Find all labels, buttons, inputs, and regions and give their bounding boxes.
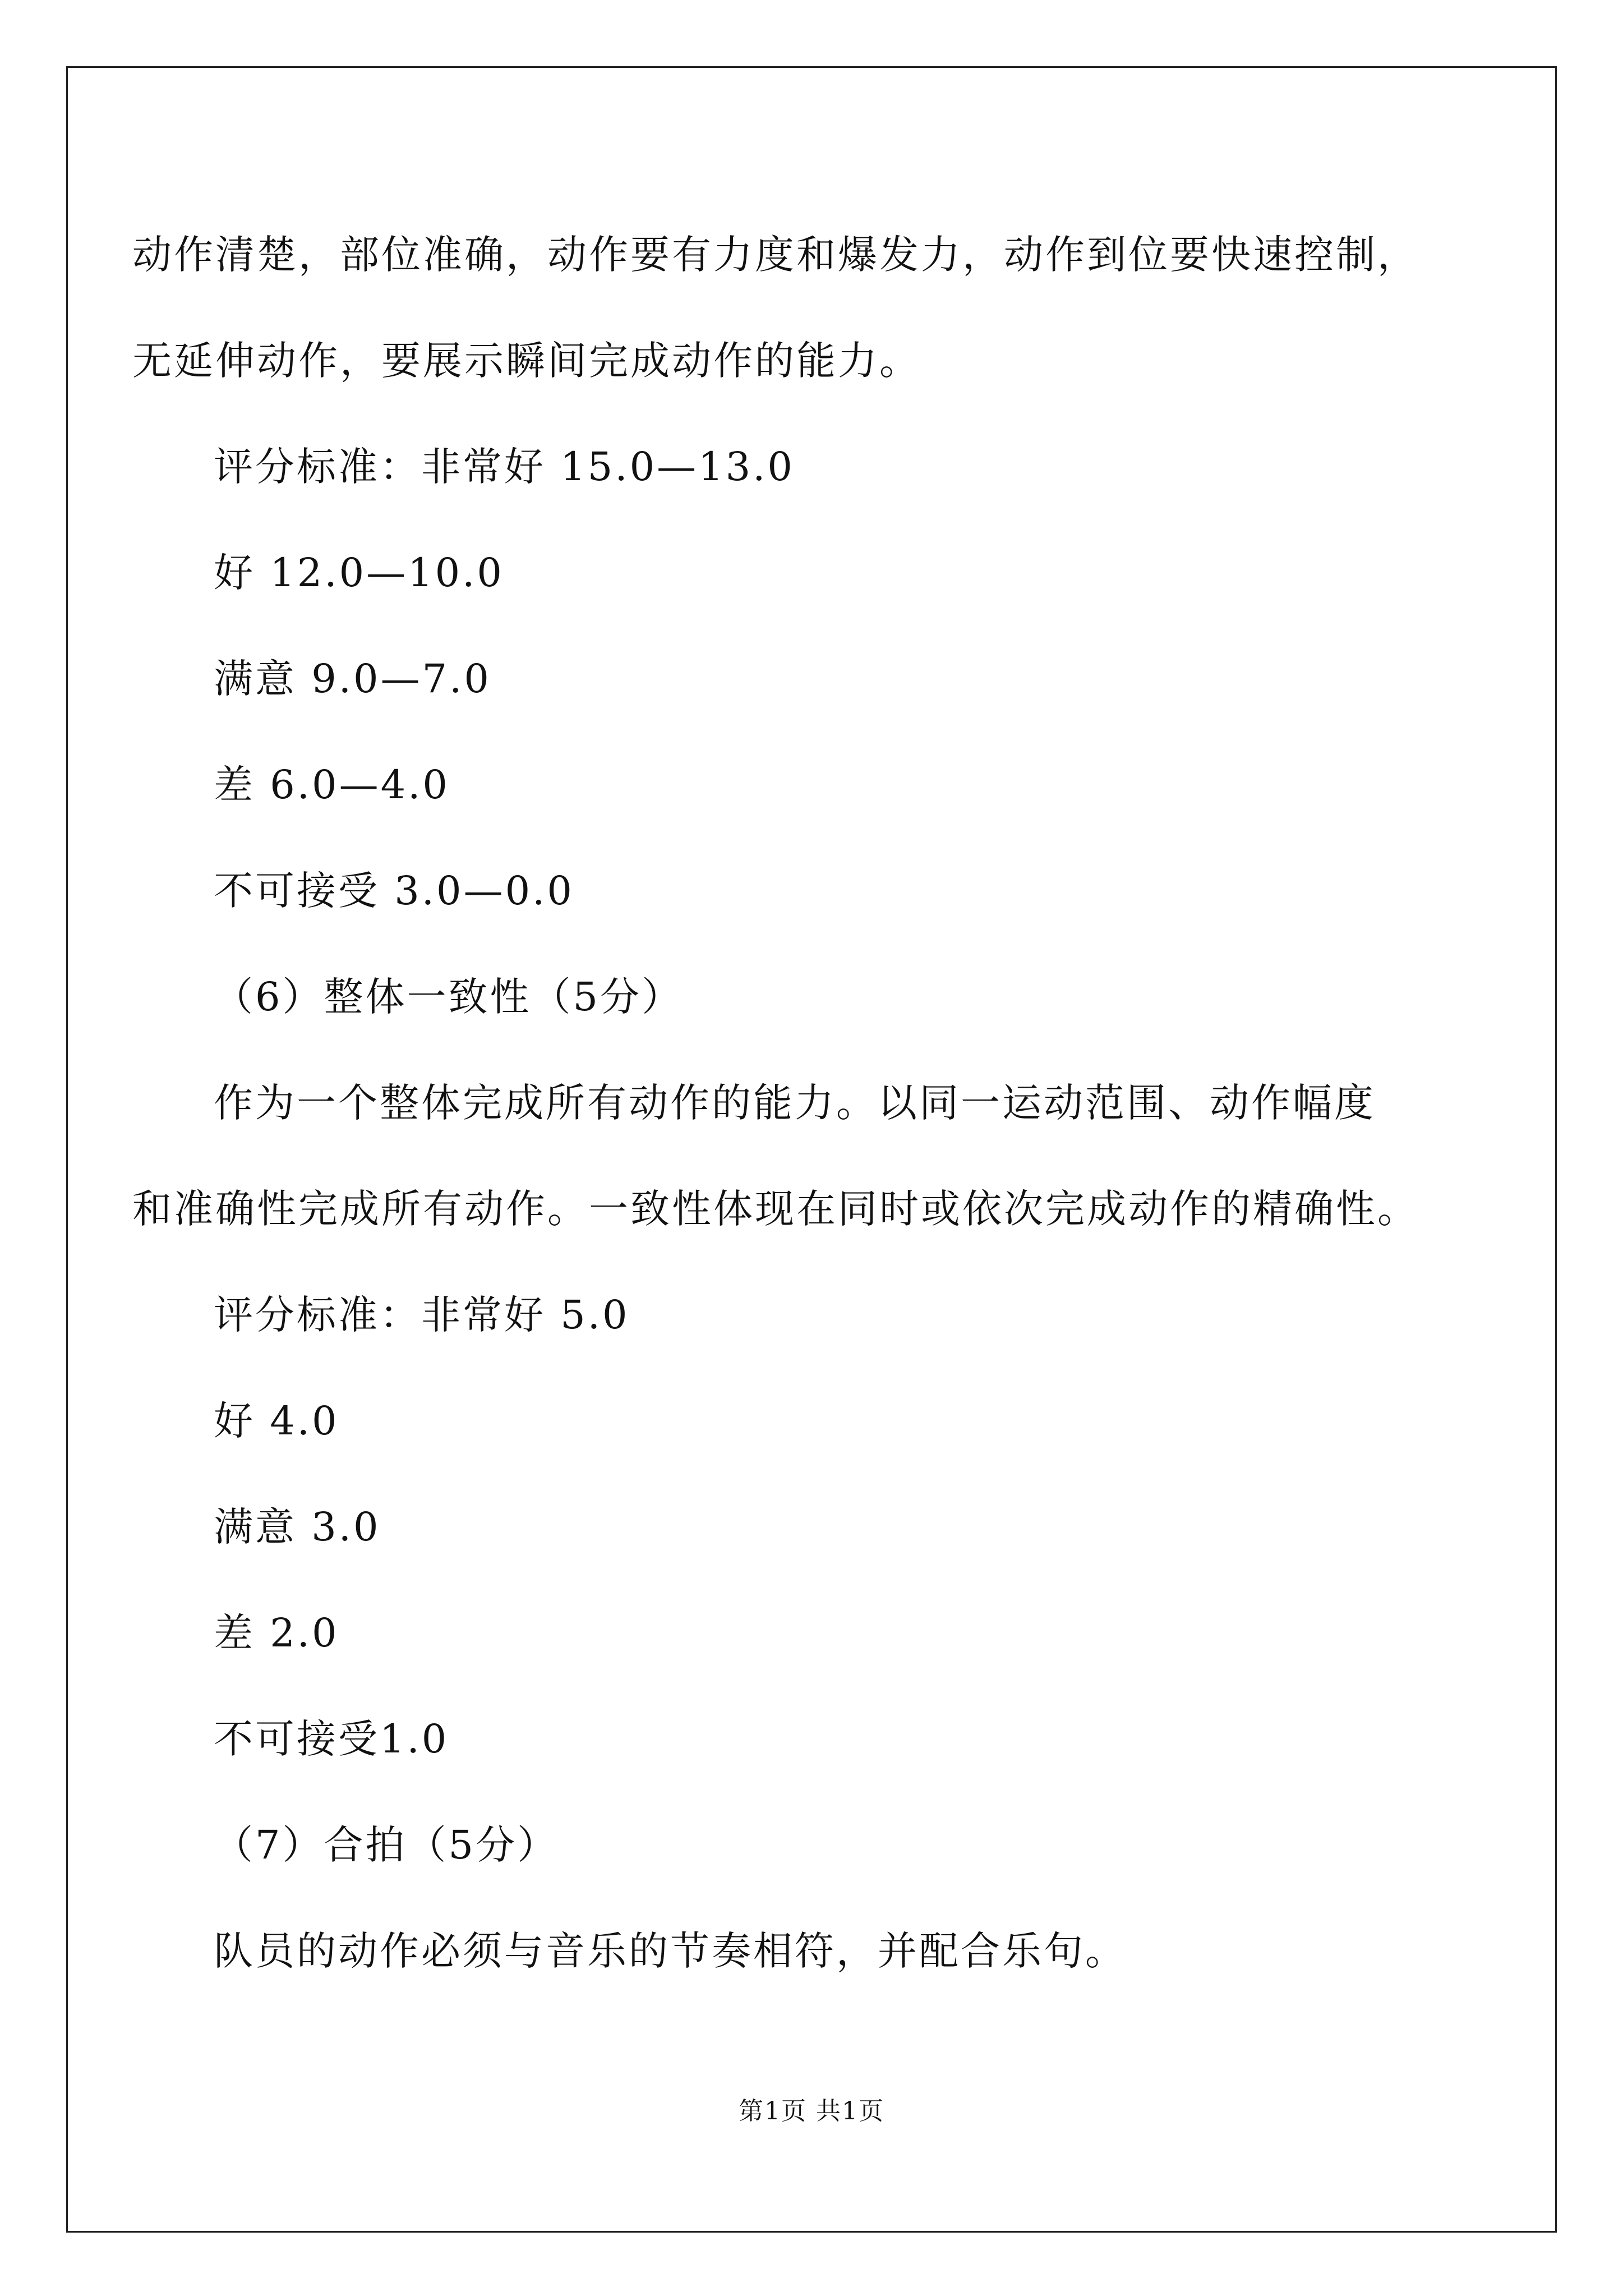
scoring-line: 好 4.0 bbox=[214, 1398, 339, 1444]
scoring-line: 评分标准：非常好 15.0—13.0 bbox=[214, 444, 795, 490]
scoring-line: 差 2.0 bbox=[214, 1610, 339, 1656]
page-footer: 第1页 共1页 bbox=[739, 2097, 884, 2125]
scoring-line: 差 6.0—4.0 bbox=[214, 762, 450, 808]
scoring-line: 不可接受1.0 bbox=[214, 1716, 449, 1762]
scoring-line: 满意 3.0 bbox=[214, 1504, 381, 1550]
scoring-line: 不可接受 3.0—0.0 bbox=[214, 868, 574, 914]
section-heading: （6）整体一致性（5分） bbox=[214, 974, 684, 1020]
scoring-line: 评分标准：非常好 5.0 bbox=[214, 1292, 630, 1338]
paragraph-line: 队员的动作必须与音乐的节奏相符，并配合乐句。 bbox=[214, 1928, 1127, 1974]
scoring-line: 满意 9.0—7.0 bbox=[214, 656, 491, 702]
paragraph-line: 无延伸动作，要展示瞬间完成动作的能力。 bbox=[132, 338, 921, 384]
page-border bbox=[66, 66, 1557, 2233]
paragraph-line: 作为一个整体完成所有动作的能力。以同一运动范围、动作幅度 bbox=[214, 1080, 1376, 1126]
paragraph-line: 动作清楚，部位准确，动作要有力度和爆发力，动作到位要快速控制， bbox=[132, 232, 1419, 278]
scoring-line: 好 12.0—10.0 bbox=[214, 550, 504, 596]
section-heading: （7）合拍（5分） bbox=[214, 1822, 559, 1868]
paragraph-line: 和准确性完成所有动作。一致性体现在同时或依次完成动作的精确性。 bbox=[132, 1186, 1419, 1232]
